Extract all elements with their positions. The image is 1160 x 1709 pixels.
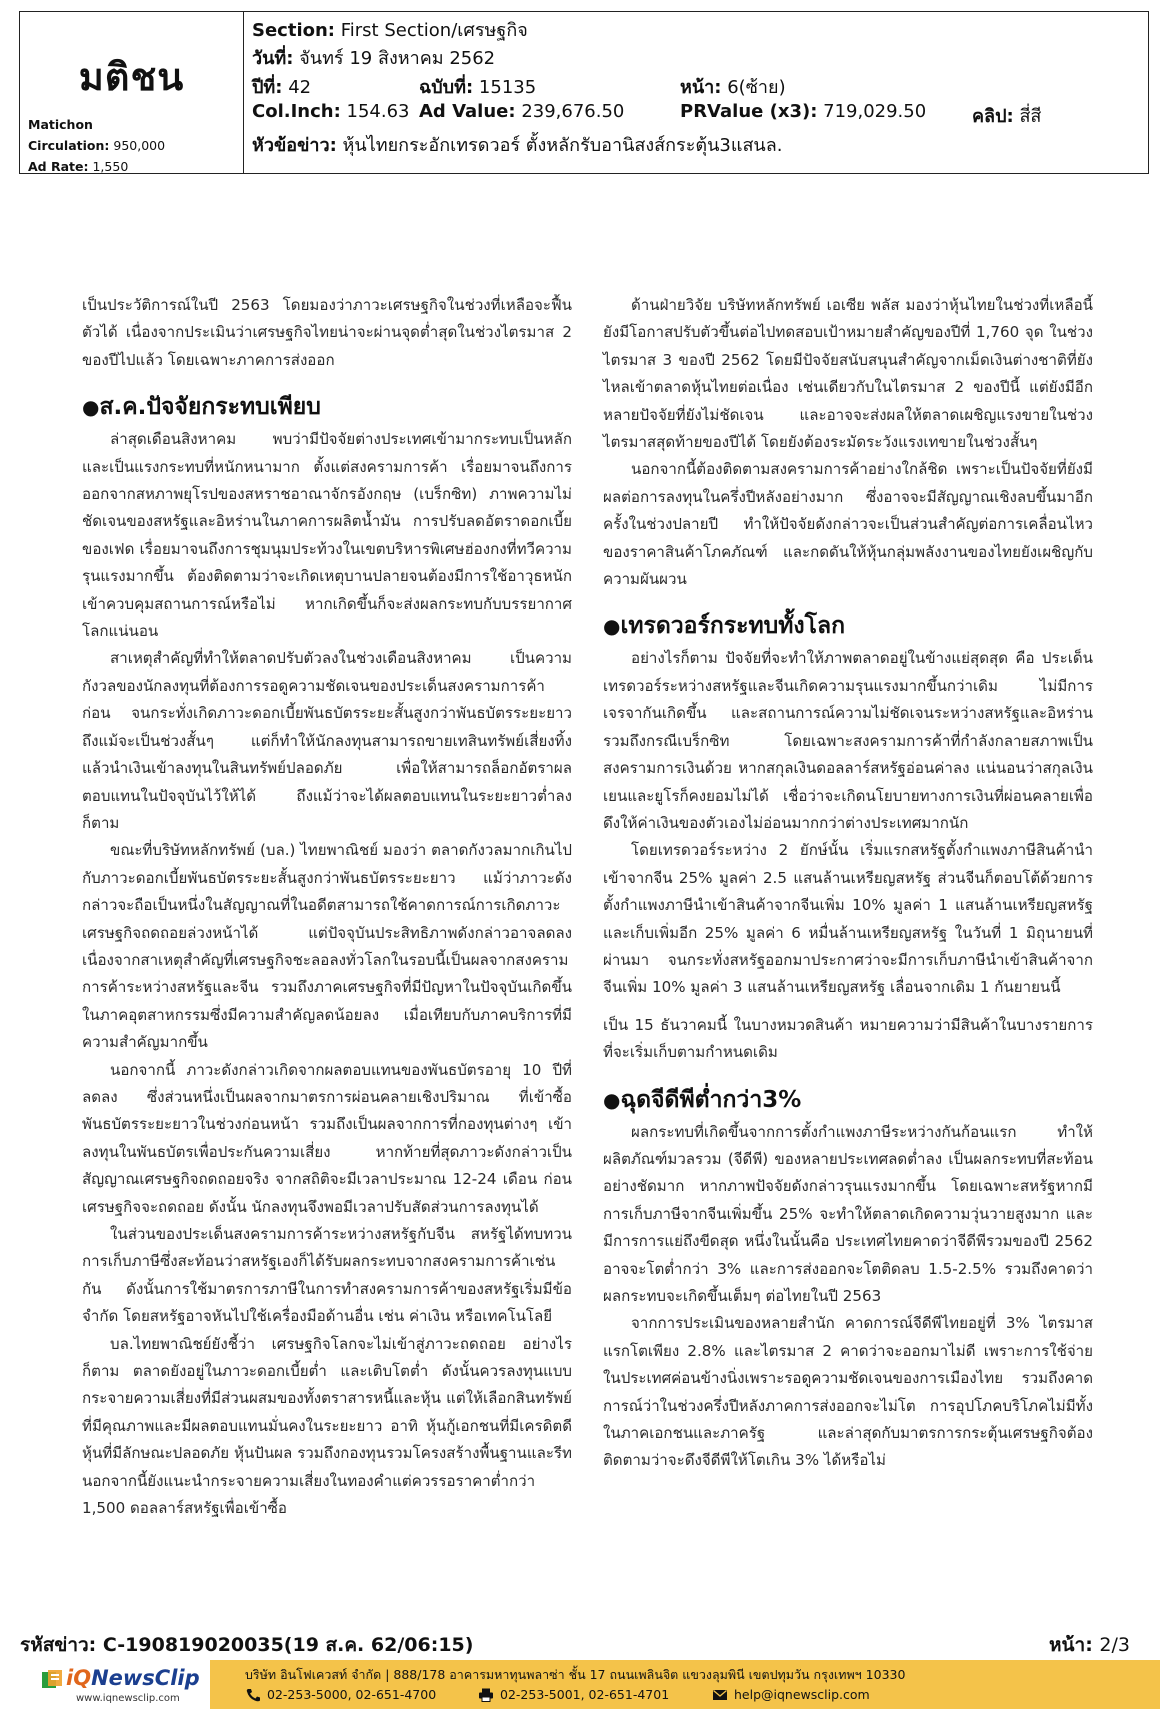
section-heading-text: ส.ค.ปัจจัยกระทบเพียบ [99, 394, 321, 421]
article-paragraph: เป็น 15 ธันวาคมนี้ ในบางหมวดสินค้า หมายความว่ามีสินค้าในบางรายการที่จะเริ่มเก็บตามกำหนดเดิม [603, 1015, 1093, 1062]
newsclip-icon [40, 1668, 64, 1692]
date-label: วันที่: [252, 48, 294, 69]
issue-label: ฉบับที่: [419, 77, 474, 98]
advalue-value: 239,676.50 [521, 101, 625, 122]
email-icon [712, 1688, 728, 1702]
section-value: First Section/เศรษฐกิจ [340, 20, 528, 41]
news-ref-label: รหัสข่าว: [20, 1634, 97, 1656]
page-indicator-value: 2/3 [1099, 1634, 1130, 1656]
clipping-meta [244, 12, 1148, 173]
colinch-value: 154.63 [346, 101, 410, 122]
advalue-label: Ad Value: [419, 101, 516, 122]
email-address[interactable]: help@iqnewsclip.com [734, 1687, 870, 1702]
page-indicator [1049, 1630, 1130, 1660]
section-heading [603, 611, 1093, 641]
colinch-label: Col.Inch: [252, 101, 341, 122]
article-paragraph: บล.ไทยพาณิชย์ยังชี้ว่า เศรษฐกิจโลกจะไม่เข้าสู่ภาวะถดถอย อย่างไรก็ตาม ตลาดยังอยู่ในภาวะดอกเบี้ยต่ำ และเติบโตต่ำ ดังนั้นควรลงทุนแบบกระจายความเสี่ยงที่มีส่วนผสมของทั้งตราสารหนี้และหุ้น แต่ให้เลือกสินทรัพย์ที่มีคุณภาพและมีผลตอบแทนมั่นคงในระยะยาว อาทิ หุ้นกู้เอกชนที่มีเครดิตดี หุ้นที่มีลักษณะปลอดภัย หุ้นปันผล รวมถึงกองทุนรวมโครงสร้างพื้นฐานและรีท นอกจากนี้ยังแนะนำกระจายความเสี่ยงในทองคำแต่ควรรอราคาต่ำกว่า 1,500 ดอลลาร์สหรัฐเพื่อเข้าซื้อ [82, 1334, 572, 1518]
phone-icon [245, 1688, 261, 1702]
bullet-icon: ● [603, 1087, 621, 1112]
issue-value: 15135 [478, 77, 537, 98]
page-field [680, 72, 786, 101]
email-contact [712, 1687, 870, 1702]
phone-contact [245, 1687, 436, 1702]
bullet-icon: ● [82, 395, 100, 420]
article-column-right [603, 292, 1093, 1475]
clipping-header [19, 11, 1149, 174]
article-paragraph: โดยเทรดวอร์ระหว่าง 2 ยักษ์นั้น เริ่มแรกสหรัฐตั้งกำแพงภาษีสินค้านำเข้าจากจีน 25% มูลค่า 2.5 แสนล้านเหรียญสหรัฐ ส่วนจีนก็ตอบโต้ด้วยการตั้งกำแพงภาษีนำเข้าสินค้าจากจีนเพิ่ม 10% มูลค่า 1 แสนล้านเหรียญสหรัฐ และเก็บเพิ่มอีก 25% มูลค่า 6 หมื่นล้านเหรียญสหรัฐ ในวันที่ 1 มิถุนายนที่ผ่านมา จนกระทั่งสหรัฐออกมาประกาศว่าจะมีการเก็บภาษีนำเข้าสินค้าจากจีนเพิ่ม 10% มูลค่า 3 แสนล้านเหรียญสหรัฐ เลื่อนจากเดิม 1 กันยายนนี้ [603, 841, 1093, 997]
section-label: Section: [252, 20, 335, 41]
article-paragraph: นอกจากนี้ ภาวะดังกล่าวเกิดจากผลตอบแทนของพันธบัตรอายุ 10 ปีที่ลดลง ซึ่งส่วนหนึ่งเป็นผลจากมาตรการผ่อนคลายเชิงปริมาณ ที่เข้าซื้อพันธบัตรระยะยาวในช่วงก่อนหน้า รวมถึงเป็นผลจากการที่กองทุนต่างๆ เข้าลงทุนในพันธบัตรเพื่อประกันความเสี่ยง หากท้ายที่สุดภาวะดังกล่าวเป็นสัญญาณเศรษฐกิจถดถอยจริง จากสถิติจะมีเวลาประมาณ 12-24 เดือน ก่อนเศรษฐกิจจะถดถอย ดังนั้น นักลงทุนจึงพอมีเวลาปรับสัดส่วนการลงทุนได้ [82, 1060, 572, 1216]
logo-wordmark [66, 1666, 200, 1690]
section-heading [603, 1085, 1093, 1115]
section-heading-text: ฉุดจีดีพีต่ำกว่า3% [620, 1086, 802, 1113]
headline-label: หัวข้อข่าว: [252, 135, 337, 156]
article-paragraph: อย่างไรก็ตาม ปัจจัยที่จะทำให้ภาพตลาดอยู่ในข้างแย่สุดสุด คือ ประเด็นเทรดวอร์ระหว่างสหรัฐและจีนเกิดความรุนแรงมากขึ้นกว่าเดิม ไม่มีการเจรจากันเกิดขึ้น และสถานการณ์ความไม่ชัดเจนระหว่างสหรัฐและอิหร่าน รวมถึงกรณีเบร็กซิท โดยเฉพาะสงครามการค้าที่กำลังกลายสภาพเป็นสงครามการเงินด้วย หากสกุลเงินดอลลาร์สหรัฐอ่อนค่าลง แน่นอนว่าสกุลเงินเยนและยูโรก็คงยอมไม่ได้ เชื่อว่าจะเกิดนโยบายทางการเงินที่ผ่อนคลายเพื่อดึงให้ค่าเงินของตัวเองไม่อ่อนมากกว่าต่างประเทศมากนัก [603, 649, 1093, 832]
article-paragraph: ขณะที่บริษัทหลักทรัพย์ (บล.) ไทยพาณิชย์ มองว่า ตลาดกังวลมากเกินไปกับภาวะดอกเบี้ยพันธบัตรระยะสั้นสูงกว่าพันธบัตรระยะยาว แม้ว่าภาวะดังกล่าวจะถือเป็นหนึ่งในสัญญาณที่ในอดีตสามารถใช้คาดการณ์การเกิดภาวะเศรษฐกิจถดถอยล่วงหน้าได้ แต่ปัจจุบันประสิทธิภาพดังกล่าวอาจลดลง เนื่องจากสาเหตุสำคัญที่เศรษฐกิจชะลอลงทั่วโลกในรอบนี้เป็นผลจากสงครามการค้าระหว่างสหรัฐและจีน รวมถึงภาคเศรษฐกิจที่มีปัญหาในปัจจุบันเกิดขึ้นในภาคอุตสาหกรรมซึ่งมีความสำคัญลดน้อยลง เมื่อเทียบกับภาคบริการที่มีความสำคัญมากขึ้น [82, 841, 572, 1052]
advalue-field [419, 101, 624, 122]
date-value: จันทร์ 19 สิงหาคม 2562 [299, 48, 496, 69]
publication-name: Matichon [28, 117, 93, 132]
article-paragraph: ผลกระทบที่เกิดขึ้นจากการตั้งกำแพงภาษีระหว่างกันก้อนแรก ทำให้ผลิตภัณฑ์มวลรวม (จีดีพี) ของหลายประเทศลดต่ำลง เป็นผลกระทบที่สะท้อนอย่างชัดมาก หากภาพปัจจัยดังกล่าวรุนแรงมากขึ้น โดยเฉพาะสหรัฐหากมีการเก็บภาษีจากจีนเพิ่มขึ้น 25% จะทำให้ตลาดเกิดความวุ่นวายสูงมาก และมีการการแย่ถึงขีดสุด หนึ่งในนั้นคือ ประเทศไทยคาดว่าจีดีพีรวมของปี 2562 อาจจะโตต่ำกว่า 3% และการส่งออกจะโตติดลบ 1.5-2.5% รวมถึงคาดว่าผลกระทบจะเกิดขึ้นเต็มๆ ต่อไทยในปี 2563 [603, 1122, 1093, 1305]
fax-numbers[interactable]: 02-253-5001, 02-651-4701 [500, 1687, 670, 1702]
article-paragraph: ด้านฝ่ายวิจัย บริษัทหลักทรัพย์ เอเซีย พลัส มองว่าหุ้นไทยในช่วงที่เหลือนี้ยังมีโอกาสปรับตัวขึ้นต่อไปทดสอบเป้าหมายสำคัญของปีที่ 1,760 จุด ในช่วงไตรมาส 3 ของปี 2562 โดยมีปัจจัยสนับสนุนสำคัญจากเม็ดเงินต่างชาติที่ยังไหลเข้าตลาดหุ้นไทยต่อเนื่อง เช่นเดียวกับในไตรมาส 2 ของปีนี้ แต่ยังมีอีกหลายปัจจัยที่ยังไม่ชัดเจน และอาจจะส่งผลให้ตลาดเผชิญแรงขายในช่วงไตรมาสสุดท้ายของปีได้ โดยยังต้องระมัดระวังแรงเทขายในช่วงสั้นๆ [603, 296, 1093, 452]
headline-value: หุ้นไทยกระอักเทรดวอร์ ตั้งหลักรับอานิสงส์กระตุ้น3แสนล. [342, 135, 783, 156]
circulation-label: Circulation: [28, 138, 110, 153]
ad-rate-value: 1,550 [92, 159, 129, 174]
article-paragraph: จากการประเมินของหลายสำนัก คาดการณ์จีดีพีไทยอยู่ที่ 3% ไตรมาสแรกโตเพียง 2.8% และไตรมาส 2 คาดว่าจะออกมาไม่ดี เพราะการใช้จ่ายในประเทศค่อนข้างนิ่งเพราะรอดูความชัดเจนของการเมืองไทย รวมถึงคาดการณ์ว่าในช่วงครึ่งปีหลังภาคการส่งออกจะไม่โต การอุปโภคบริโภคไม่มีทั้งในภาคเอกชนและภาครัฐ และล่าสุดกับมาตรการกระตุ้นเศรษฐกิจต้องติดตามว่าจะดึงจีดีพีให้โตเกิน 3% ได้หรือไม่ [603, 1314, 1093, 1470]
fax-printer-icon [478, 1688, 494, 1702]
article-paragraph: เป็นประวัติการณ์ในปี 2563 โดยมองว่าภาวะเศรษฐกิจในช่วงที่เหลือจะฟื้นตัวได้ เนื่องจากประเมินว่าเศรษฐกิจไทยน่าจะผ่านจุดต่ำสุดในช่วงไตรมาส 2 ของปีไปแล้ว โดยเฉพาะภาคการส่งออก [82, 296, 572, 369]
issue-field [419, 72, 536, 101]
page-indicator-label: หน้า: [1049, 1634, 1093, 1656]
publication-meta [28, 114, 165, 177]
column-gap [603, 1002, 1093, 1012]
logo-prefix: iQ [66, 1666, 92, 1690]
circulation-value: 950,000 [113, 138, 166, 153]
article-paragraph: สาเหตุสำคัญที่ทำให้ตลาดปรับตัวลงในช่วงเดือนสิงหาคม เป็นความกังวลของนักลงทุนที่ต้องการรอดูความชัดเจนของประเด็นสงครามการค้าก่อน จนกระทั่งเกิดภาวะดอกเบี้ยพันธบัตรระยะสั้นสูงกว่าพันธบัตรระยะยาว ถึงแม้จะเป็นช่วงสั้นๆ แต่ก็ทำให้นักลงทุนสามารถขายเทสินทรัพย์เสี่ยงทิ้ง แล้วนำเงินเข้าลงทุนในสินทรัพย์ปลอดภัย เพื่อให้สามารถล็อกอัตราผลตอบแทนในปัจจุบันไว้ให้ได้ ถึงแม้ว่าจะได้ผลตอบแทนในระยะยาวต่ำลงก็ตาม [82, 649, 572, 832]
article-paragraph: ในส่วนของประเด็นสงครามการค้าระหว่างสหรัฐกับจีน สหรัฐได้ทบทวนการเก็บภาษีซึ่งสะท้อนว่าสหรัฐเองก็ได้รับผลกระทบจากสงครามการค้าเช่นกัน ดังนั้นการใช้มาตรการภาษีในการทำสงครามการค้าของสหรัฐเริ่มมีข้อจำกัด โดยสหรัฐอาจหันไปใช้เครื่องมือด้านอื่น เช่น ค่าเงิน หรือเทคโนโลยี [82, 1225, 572, 1326]
article-column-left [82, 292, 572, 1522]
year-value: 42 [288, 77, 312, 98]
year-label: ปีที่: [252, 77, 283, 98]
clip-value: สี่สี [1019, 106, 1042, 127]
prvalue-label: PRValue (x3): [680, 101, 818, 122]
logo-url[interactable]: www.iqnewsclip.com [76, 1693, 180, 1704]
fax-contact [478, 1687, 669, 1702]
news-reference [20, 1630, 473, 1660]
section-heading [82, 392, 572, 422]
section-heading-text: เทรดวอร์กระทบทั้งโลก [620, 613, 846, 640]
year-field [252, 72, 311, 101]
news-ref-value: C-190819020035(19 ส.ค. 62/06:15) [102, 1634, 474, 1656]
logo-main: NewsClip [91, 1666, 200, 1690]
colinch-field [252, 101, 410, 122]
page-value: 6(ซ้าย) [727, 77, 786, 98]
publication-logo: มติชน [78, 55, 185, 99]
prvalue-field [680, 101, 926, 122]
publication-info [20, 12, 244, 173]
page-label: หน้า: [680, 77, 722, 98]
article-paragraph: ล่าสุดเดือนสิงหาคม พบว่ามีปัจจัยต่างประเทศเข้ามากระทบเป็นหลัก และเป็นแรงกระทบที่หนักหนามาก ตั้งแต่สงครามการค้า เรื่อยมาจนถึงการออกจากสหภาพยุโรปของสหราชอาณาจักรอังกฤษ (เบร็กซิท) ภาพความไม่ชัดเจนของสหรัฐและอิหร่านในภาคการผลิตน้ำมัน การปรับลดอัตราดอกเบี้ยของเฟด เรื่อยมาจนถึงการชุมนุมประท้วงในเขตบริหารพิเศษฮ่องกงที่ทวีความรุนแรงมากขึ้น ต้องติดตามว่าจะเกิดเหตุบานปลายจนต้องมีการใช้อาวุธหนักเข้าควบคุมสถานการณ์หรือไม่ หากเกิดขึ้นก็จะส่งผลกระทบกับบรรยากาศโลกแน่นอน [82, 430, 572, 641]
section-row [252, 15, 528, 44]
date-row [252, 43, 495, 72]
article-paragraph: นอกจากนี้ต้องติดตามสงครามการค้าอย่างใกล้ชิด เพราะเป็นปัจจัยที่ยังมีผลต่อการลงทุนในครึ่งปีหลังอย่างมาก ซึ่งอาจจะมีสัญญาณเชิงลบขึ้นมาอีกครั้งในช่วงปลายปี ทำให้ปัจจัยดังกล่าวจะเป็นส่วนสำคัญต่อการเคลื่อนไหวของราคาสินค้าโภคภัณฑ์ และกดดันให้หุ้นกลุ่มพลังงานของไทยยังเผชิญกับความผันผวน [603, 460, 1093, 589]
clip-label: คลิป: [972, 106, 1014, 127]
prvalue-value: 719,029.50 [823, 101, 927, 122]
ad-rate-label: Ad Rate: [28, 159, 89, 174]
bullet-icon: ● [603, 614, 621, 639]
footer-bar [0, 1660, 1160, 1709]
company-address: บริษัท อินโฟเควสท์ จำกัด | 888/178 อาคารมหาทุนพลาซ่า ชั้น 17 ถนนเพลินจิต แขวงลุมพินี เขตปทุมวัน กรุงเทพฯ 10330 [245, 1667, 906, 1682]
phone-numbers[interactable]: 02-253-5000, 02-651-4700 [267, 1687, 437, 1702]
clip-field [972, 101, 1041, 130]
headline-row [252, 130, 782, 159]
iqnewsclip-logo[interactable] [0, 1660, 210, 1709]
